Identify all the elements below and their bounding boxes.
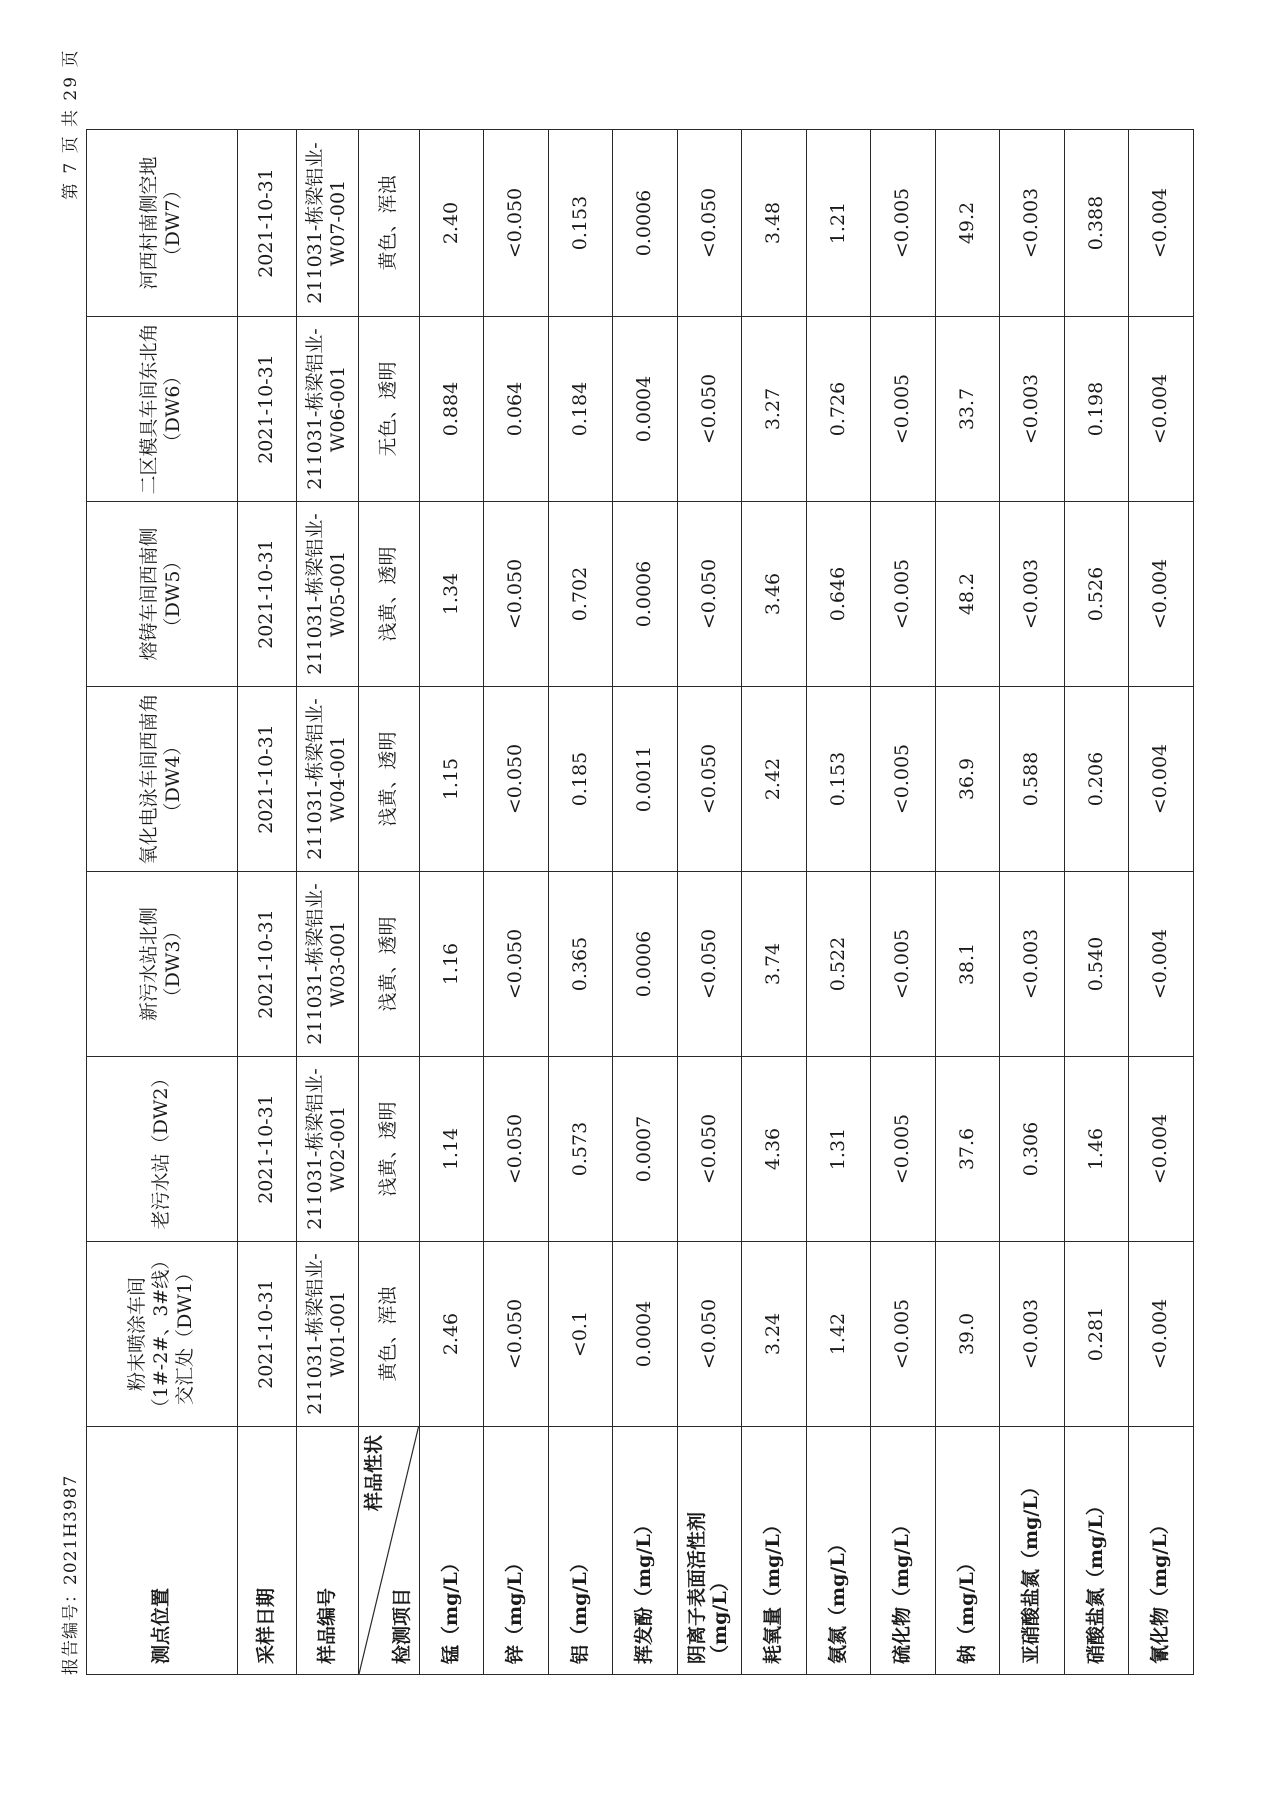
table-row <box>548 130 613 1675</box>
table-row <box>871 130 936 1675</box>
value-cell: 0.185 <box>548 687 613 872</box>
cell-sample-no: 211031-栋梁铝业-W04-001 <box>296 687 359 872</box>
value-cell: 3.74 <box>742 872 807 1057</box>
value-cell: <0.005 <box>871 130 936 317</box>
cell-date: 2021-10-31 <box>238 872 296 1057</box>
value-cell: <0.003 <box>1000 130 1065 317</box>
value-cell: 0.0007 <box>613 1057 678 1242</box>
value-cell: 0.184 <box>548 317 613 502</box>
value-cell: 1.15 <box>419 687 484 872</box>
parameter-name: 耗氧量（mg/L） <box>742 1427 807 1675</box>
header-row-sample-no <box>296 130 359 1675</box>
value-cell: <0.005 <box>871 1242 936 1427</box>
value-cell: <0.050 <box>677 872 742 1057</box>
value-cell: 0.702 <box>548 502 613 687</box>
table-row <box>935 130 1000 1675</box>
parameter-name: 挥发酚（mg/L） <box>613 1427 678 1675</box>
value-cell: <0.003 <box>1000 317 1065 502</box>
parameter-name: 氨氮（mg/L） <box>806 1427 871 1675</box>
value-cell: 39.0 <box>935 1242 1000 1427</box>
table-row <box>806 130 871 1675</box>
value-cell: <0.050 <box>484 872 549 1057</box>
table-row <box>419 130 484 1675</box>
value-cell: 48.2 <box>935 502 1000 687</box>
value-cell: 0.884 <box>419 317 484 502</box>
cell-sample-no: 211031-栋梁铝业-W05-001 <box>296 502 359 687</box>
cell-date: 2021-10-31 <box>238 130 296 317</box>
parameter-name: 锌（mg/L） <box>484 1427 549 1675</box>
cell-sample-no: 211031-栋梁铝业-W07-001 <box>296 130 359 317</box>
value-cell: <0.1 <box>548 1242 613 1427</box>
parameter-name: 亚硝酸盐氮（mg/L） <box>1000 1427 1065 1675</box>
value-cell: <0.004 <box>1129 317 1194 502</box>
value-cell: 3.46 <box>742 502 807 687</box>
label-date: 采样日期 <box>238 1427 296 1675</box>
value-cell: 1.14 <box>419 1057 484 1242</box>
value-cell: 37.6 <box>935 1057 1000 1242</box>
value-cell: <0.050 <box>677 502 742 687</box>
cell-sample-no: 211031-栋梁铝业-W02-001 <box>296 1057 359 1242</box>
value-cell: 0.526 <box>1064 502 1129 687</box>
value-cell: 0.306 <box>1000 1057 1065 1242</box>
cell-location: 河西村南侧空地（DW7） <box>87 130 238 317</box>
cell-nature: 无色、透明 <box>359 317 419 502</box>
parameter-name: 氰化物（mg/L） <box>1129 1427 1194 1675</box>
cell-sample-no: 211031-栋梁铝业-W03-001 <box>296 872 359 1057</box>
value-cell: 0.0004 <box>613 1242 678 1427</box>
value-cell: <0.004 <box>1129 1242 1194 1427</box>
cell-date: 2021-10-31 <box>238 1057 296 1242</box>
cell-location: 新污水站北侧（DW3） <box>87 872 238 1057</box>
page-indicator: 第 7 页 共 29 页 <box>61 48 81 200</box>
cell-location: 粉末喷涂车间（1#-2#、3#线）交汇处（DW1） <box>87 1242 238 1427</box>
value-cell: <0.050 <box>484 687 549 872</box>
parameter-name: 锰（mg/L） <box>419 1427 484 1675</box>
value-cell: 1.46 <box>1064 1057 1129 1242</box>
cell-nature: 浅黄、透明 <box>359 872 419 1057</box>
cell-nature: 黄色、浑浊 <box>359 130 419 317</box>
table-row <box>613 130 678 1675</box>
value-cell: <0.003 <box>1000 502 1065 687</box>
value-cell: 0.0006 <box>613 502 678 687</box>
value-cell: 0.064 <box>484 317 549 502</box>
value-cell: 0.153 <box>806 687 871 872</box>
label-item: 检测项目 <box>390 1587 413 1664</box>
label-location: 测点位置 <box>87 1427 238 1675</box>
value-cell: <0.004 <box>1129 872 1194 1057</box>
cell-sample-no: 211031-栋梁铝业-W06-001 <box>296 317 359 502</box>
value-cell: 1.31 <box>806 1057 871 1242</box>
value-cell: <0.003 <box>1000 872 1065 1057</box>
value-cell: 0.646 <box>806 502 871 687</box>
value-cell: <0.005 <box>871 687 936 872</box>
diagonal-header-cell <box>359 1427 419 1675</box>
cell-location: 二区模具车间东北角（DW6） <box>87 317 238 502</box>
parameter-name: 钠（mg/L） <box>935 1427 1000 1675</box>
value-cell: 0.281 <box>1064 1242 1129 1427</box>
value-cell: 36.9 <box>935 687 1000 872</box>
table-row <box>1064 130 1129 1675</box>
report-number: 报告编号：2021H3987 <box>61 1474 81 1675</box>
value-cell: 4.36 <box>742 1057 807 1242</box>
value-cell: 1.16 <box>419 872 484 1057</box>
cell-date: 2021-10-31 <box>238 317 296 502</box>
value-cell: 0.153 <box>548 130 613 317</box>
cell-date: 2021-10-31 <box>238 687 296 872</box>
value-cell: <0.004 <box>1129 502 1194 687</box>
header-row-nature <box>359 130 419 1675</box>
table-row <box>1129 130 1194 1675</box>
value-cell: 0.0006 <box>613 872 678 1057</box>
value-cell: <0.050 <box>677 317 742 502</box>
value-cell: 0.0004 <box>613 317 678 502</box>
value-cell: 0.206 <box>1064 687 1129 872</box>
value-cell: 3.48 <box>742 130 807 317</box>
cell-date: 2021-10-31 <box>238 502 296 687</box>
value-cell: 0.388 <box>1064 130 1129 317</box>
value-cell: 3.27 <box>742 317 807 502</box>
value-cell: 0.365 <box>548 872 613 1057</box>
label-nature: 样品性状 <box>363 1435 386 1512</box>
value-cell: <0.003 <box>1000 1242 1065 1427</box>
value-cell: 49.2 <box>935 130 1000 317</box>
parameter-name: 硫化物（mg/L） <box>871 1427 936 1675</box>
parameter-name: 硝酸盐氮（mg/L） <box>1064 1427 1129 1675</box>
value-cell: 1.34 <box>419 502 484 687</box>
value-cell: 0.726 <box>806 317 871 502</box>
value-cell: 1.21 <box>806 130 871 317</box>
cell-nature: 浅黄、透明 <box>359 1057 419 1242</box>
cell-location: 氧化电泳车间西南角（DW4） <box>87 687 238 872</box>
table-row <box>1000 130 1065 1675</box>
value-cell: <0.005 <box>871 317 936 502</box>
value-cell: 0.198 <box>1064 317 1129 502</box>
value-cell: 0.540 <box>1064 872 1129 1057</box>
header-row-location <box>87 130 238 1675</box>
cell-location: 老污水站（DW2） <box>87 1057 238 1242</box>
value-cell: 0.0011 <box>613 687 678 872</box>
value-cell: 0.588 <box>1000 687 1065 872</box>
value-cell: <0.004 <box>1129 1057 1194 1242</box>
value-cell: 2.46 <box>419 1242 484 1427</box>
table-row <box>742 130 807 1675</box>
table-row <box>484 130 549 1675</box>
parameter-name: 铝（mg/L） <box>548 1427 613 1675</box>
cell-location: 熔铸车间西南侧（DW5） <box>87 502 238 687</box>
label-sample-no: 样品编号 <box>296 1427 359 1675</box>
value-cell: <0.050 <box>484 1242 549 1427</box>
value-cell: <0.050 <box>484 130 549 317</box>
value-cell: <0.004 <box>1129 687 1194 872</box>
test-results-table <box>86 129 1194 1675</box>
header-row-date <box>238 130 296 1675</box>
value-cell: 2.42 <box>742 687 807 872</box>
value-cell: <0.050 <box>677 1242 742 1427</box>
value-cell: 2.40 <box>419 130 484 317</box>
value-cell: <0.050 <box>677 687 742 872</box>
value-cell: 0.573 <box>548 1057 613 1242</box>
value-cell: <0.050 <box>484 1057 549 1242</box>
value-cell: <0.050 <box>677 1057 742 1242</box>
value-cell: <0.050 <box>484 502 549 687</box>
table-row <box>677 130 742 1675</box>
value-cell: <0.005 <box>871 872 936 1057</box>
cell-sample-no: 211031-栋梁铝业-W01-001 <box>296 1242 359 1427</box>
value-cell: 3.24 <box>742 1242 807 1427</box>
cell-date: 2021-10-31 <box>238 1242 296 1427</box>
cell-nature: 浅黄、透明 <box>359 687 419 872</box>
parameter-name: 阴离子表面活性剂（mg/L） <box>677 1427 742 1675</box>
value-cell: 33.7 <box>935 317 1000 502</box>
value-cell: 1.42 <box>806 1242 871 1427</box>
value-cell: 0.0006 <box>613 130 678 317</box>
cell-nature: 浅黄、透明 <box>359 502 419 687</box>
cell-nature: 黄色、浑浊 <box>359 1242 419 1427</box>
value-cell: <0.005 <box>871 502 936 687</box>
value-cell: <0.005 <box>871 1057 936 1242</box>
value-cell: <0.004 <box>1129 130 1194 317</box>
value-cell: 38.1 <box>935 872 1000 1057</box>
value-cell: <0.050 <box>677 130 742 317</box>
value-cell: 0.522 <box>806 872 871 1057</box>
